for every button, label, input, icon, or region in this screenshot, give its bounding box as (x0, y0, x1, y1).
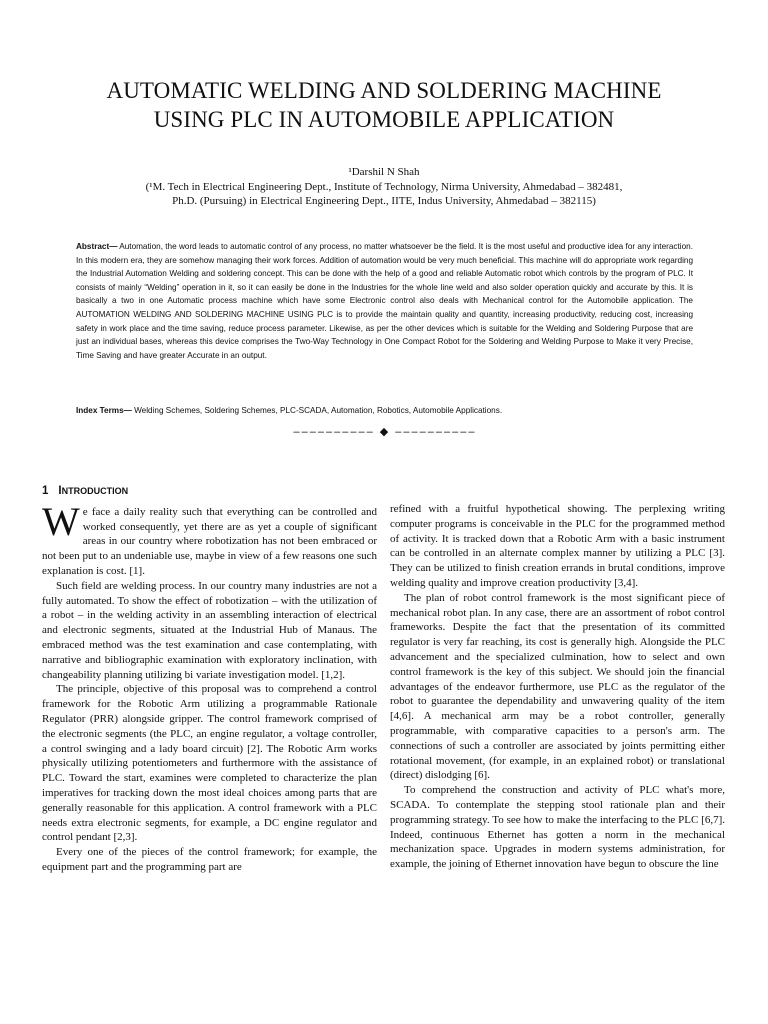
title-line-2: USING PLC IN AUTOMOBILE APPLICATION (153, 107, 615, 132)
author-affiliation-2: Ph.D. (Pursuing) in Electrical Engineering Dept., IITE, Indus University, Ahmedabad – 382115) (172, 195, 596, 207)
author-block (60, 165, 708, 209)
section-heading-rest: NTRODUCTION (61, 486, 129, 496)
paragraph-5: refined with a fruitful hypothetical showing. The perplexing writing computer programs is conceivable in the PLC for the programmed method of activity. It is tracked down that a Robotic Arm with a basic instrument can be controlled in an alternate complex manner by utilizing a PLC [3]. They can be utilized to finish creation errands in brutal conditions, improve welding quality and improve creation productivity [3,4]. (390, 503, 725, 589)
abstract-text: Automation, the word leads to automatic control of any process, no matter whatsoever be the field. It is the most useful and productive idea for any interaction. In this modern era, they are somehow managing their work forces. Addition of automation would be very much beneficial. This machine will do appropriate work regarding the Industrial Automation Welding and soldering concept. This can be done with the help of a good and reliable Automatic robot which controls by the program of PLC. It consists of mainly “Welding” operation in it, so it can easily be done in the Industries for the whole line weld and also solder operation quickly and accurate by this. It is basically a two in one Automatic process machine which have some Electronic control also deals with Mechanical control for the Automobile application. The AUTOMATION WELDING AND SOLDERING MACHINE USING PLC is to provide the maintain quality and quantity, increasing productivity, reducing cost, increasing safety in work place and the time saving, reduce process parameter. Likewise, as per the other devices which is suitable for the Welding and Soldering Purpose that are just an individual bases, whereas this device comprises the Two-Way Technology in One Compact Robot for the Soldering and Welding Purpose to Make it very Precise, Time Saving and have greater Accurate in an output. (76, 242, 693, 360)
title-line-1: AUTOMATIC WELDING AND SOLDERING MACHINE (106, 78, 662, 103)
section-heading-initial: I (58, 485, 62, 497)
paragraph-1 (42, 498, 377, 579)
abstract-label: Abstract— (76, 242, 118, 251)
author-name: ¹Darshil N Shah (348, 166, 420, 178)
paragraph-1-text: e face a daily reality such that everything can be controlled and worked consequently, yet there are as yet a couple of significant areas in our country where robotization has not been embraced or not been put to an undeniable use, maybe in view of a few reasons one such explanation is cost. [1]. (42, 505, 377, 577)
abstract (76, 240, 693, 362)
drop-cap: W (42, 498, 80, 544)
paragraph-4: Every one of the pieces of the control framework; for example, the equipment part and the programming part are (42, 846, 377, 873)
right-column (390, 502, 725, 872)
section-heading-introduction (42, 484, 377, 499)
paragraph-7: To comprehend the construction and activity of PLC what's more, SCADA. To contemplate the stepping stool rationale plan and their programming strategy. To see how to make the interfacing to the PLC [6,7]. Indeed, continuous Ethernet has gotten a norm in the mechanical mechanization space. Upgrades in modern systems administration, for example, the joining of Ethernet innovation have begun to obscure the line (390, 784, 725, 871)
index-terms-text: Welding Schemes, Soldering Schemes, PLC-SCADA, Automation, Robotics, Automobile Applications. (131, 406, 503, 415)
paragraph-6: The plan of robot control framework is the most significant piece of mechanical robot plan. In any case, there are an assortment of robot control frameworks. Despite the fact that the presentation of its committed regulator is very far reaching, its cost is generally high. Alongside the PLC advancement and the specialized culmination, how to select and own control framework is the key of this subject. We should join the financial advantages of the endeavor furthermore, use PLC as the regulator of the robot to guarantee the dependability and unwavering quality of the item [4,6]. A mechanical arm may be a robot controller, generally programmable, with comparative capacities to a person's arm. The connections of such a controller are associated by joints permitting either rotational movement, (for example, in an explained robot) or translational (direct) dislodging [6]. (390, 591, 725, 782)
left-column (42, 484, 377, 875)
section-number: 1 (42, 485, 49, 497)
index-terms (76, 404, 693, 417)
section-divider: –––––––––– ◆ –––––––––– (293, 426, 477, 438)
paper-title (40, 76, 728, 134)
author-affiliation-1: (¹M. Tech in Electrical Engineering Dept., Institute of Technology, Nirma University, Ahmedabad – 382481, (145, 180, 623, 193)
index-terms-label: Index Terms— (76, 406, 132, 415)
paragraph-2: Such field are welding process. In our country many industries are not a fully automated. To show the effect of robotization – with the utilization of a robot – in the welding activity in an assembling interaction of electrical and electronic segments, situated at the Industrial Hub of Manaus. The embraced method was the test examination and case contemplating, with narrative and bibliographic examination with exploratory inclination, with changeability planning utilizing bi variate investigation model. [1,2]. (42, 579, 377, 681)
paragraph-3: The principle, objective of this proposal was to comprehend a control framework for the Robotic Arm utilizing a programmable Rationale Regulator (PRR) alongside gripper. The control framework comprised of the electronic segments (the PLC, an engine regulator, a voltage controller, a control swinging and a lady board circuit) [2]. The Robotic Arm works physically utilizing potentiometers and furthermore with the assistance of PLC. Toward the start, examines were completed to characterize the plan imperatives for tracking down the most ideal choices among parts that are generally reasonable for this application. A control framework with a PLC needs extra electronic segments, for example, a DC engine regulator and control pendant [2,3]. (42, 683, 377, 844)
